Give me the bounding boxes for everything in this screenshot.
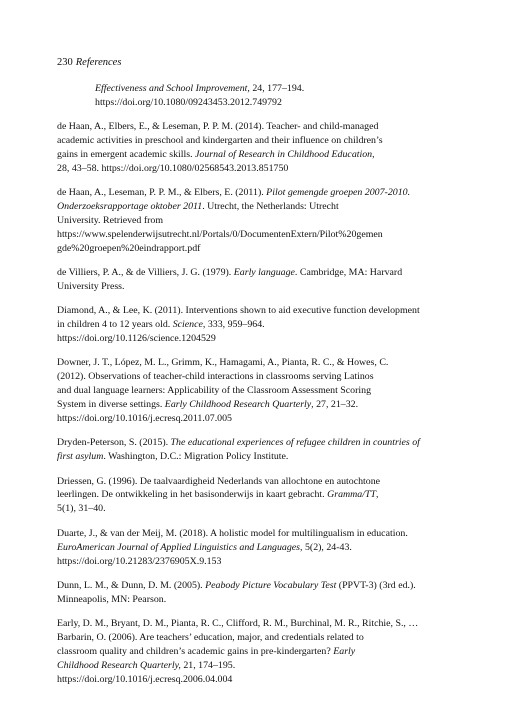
reference-entry [57, 82, 457, 110]
reference-line [57, 488, 457, 502]
italic-text: Journal of Research in Childhood Education [195, 149, 373, 161]
reference-entry [57, 579, 457, 607]
reference-text: Early, D. M., Bryant, D. M., Pianta, R. C., Clifford, R. M., Burchinal, M. R., Ritchie, S., … [57, 618, 419, 629]
reference-entry [57, 475, 457, 517]
reference-line [57, 228, 457, 242]
reference-text: and dual language learners: Applicability of the Classroom Assessment Scoring [57, 385, 372, 397]
section-title: References [75, 57, 122, 68]
reference-text: 5(1), 31–40. [57, 503, 106, 515]
reference-text: https://www.spelenderwijsutrecht.nl/Portals/0/DocumentenExtern/Pilot%20gemen [57, 228, 383, 240]
reference-line [57, 214, 457, 228]
reference-text: , 5(2), 24-43. [300, 541, 352, 553]
reference-line [57, 162, 457, 176]
reference-text: https://doi.org/10.1016/j.ecresq.2011.07.005 [57, 413, 232, 425]
reference-text: , 24, 177–194. [247, 83, 305, 94]
reference-text: , 27, 21–32. [311, 399, 359, 411]
italic-text: Early language [233, 267, 295, 279]
reference-entry [57, 266, 457, 294]
reference-line [57, 475, 457, 489]
reference-line [57, 384, 457, 398]
reference-line [57, 398, 457, 412]
reference-line [95, 96, 457, 110]
reference-line [57, 412, 457, 426]
reference-line [57, 280, 457, 294]
reference-line [57, 186, 457, 200]
reference-text: leerlingen. De ontwikkeling in het basisonderwijs in kaart gebracht. [57, 489, 328, 501]
reference-text: University. Retrieved from [57, 215, 164, 227]
reference-text: Dunn, L. M., & Dunn, D. M. (2005). [57, 579, 206, 591]
reference-line [57, 579, 457, 593]
reference-line [57, 450, 457, 464]
reference-line [57, 527, 457, 541]
reference-line [57, 659, 457, 673]
reference-line [57, 148, 457, 162]
reference-text: https://doi.org/10.1016/j.ecresq.2006.04.004 [57, 673, 233, 685]
reference-text: (PPVT-3) (3rd ed.). [336, 579, 416, 591]
reference-entry [57, 436, 457, 464]
reference-line [57, 593, 457, 607]
italic-text: first asylum [57, 451, 104, 463]
reference-line [57, 242, 457, 256]
running-header [57, 56, 121, 69]
reference-text: https://doi.org/10.1126/science.1204529 [57, 333, 216, 345]
reference-text: de Haan, A., Elbers, E., & Leseman, P. P. M. (2014). Teacher- and child-managed [57, 121, 379, 133]
reference-entry [57, 304, 457, 346]
reference-text: 21, 174–195. [180, 659, 236, 671]
reference-text: . Cambridge, MA: Harvard [294, 267, 403, 279]
reference-text: https://doi.org/10.1080/09243453.2012.749792 [95, 96, 282, 108]
reference-text: . Washington, D.C.: Migration Policy Institute. [103, 451, 289, 463]
reference-entry [57, 120, 457, 176]
reference-line [57, 617, 457, 631]
italic-text: Childhood Research Quarterly, [57, 659, 181, 671]
reference-text: Duarte, J., & van der Meij, M. (2018). A holistic model for multilingualism in education. [57, 527, 408, 539]
reference-text: de Haan, A., Leseman, P. P. M., & Elbers, E. (2011). [57, 187, 267, 199]
italic-text: Early Childhood Research Quarterly [164, 399, 312, 411]
reference-line [57, 436, 457, 450]
reference-list [57, 82, 457, 697]
reference-text: 28, 43–58. https://doi.org/10.1080/02568543.2013.851750 [57, 162, 289, 174]
reference-text: gde%20groepen%20eindrapport.pdf [57, 242, 201, 254]
italic-text: The educational experiences of refugee children in countries of [170, 437, 420, 449]
reference-text: de Villiers, P. A., & de Villiers, J. G. (1979). [57, 267, 234, 279]
italic-text: EuroAmerican Journal of Applied Linguistics and Languages [57, 541, 301, 553]
reference-line [57, 120, 457, 134]
reference-line [57, 318, 457, 332]
reference-text: academic activities in preschool and kindergarten and their influence on children’s [57, 135, 383, 147]
italic-text: Early [333, 645, 356, 657]
reference-text: Downer, J. T., López, M. L., Grimm, K., Hamagami, A., Pianta, R. C., & Howes, C. [57, 357, 389, 369]
reference-line [57, 304, 457, 318]
italic-text: Pilot gemengde groepen 2007-2010. [266, 187, 411, 199]
reference-line [57, 370, 457, 384]
reference-line [95, 82, 457, 96]
reference-line [57, 541, 457, 555]
reference-entry [57, 356, 457, 426]
reference-line [57, 134, 457, 148]
reference-line [57, 266, 457, 280]
reference-line [57, 502, 457, 516]
reference-text: (2012). Observations of teacher-child interactions in classrooms serving Latinos [57, 371, 374, 383]
reference-line [57, 356, 457, 370]
italic-text: Gramma/TT [327, 489, 376, 501]
reference-line [57, 332, 457, 346]
reference-text: , [372, 149, 375, 161]
italic-text: Science [172, 319, 203, 331]
italic-text: Peabody Picture Vocabulary Test [205, 579, 337, 591]
reference-text: in children 4 to 12 years old. [57, 319, 173, 331]
reference-line [57, 555, 457, 569]
reference-text: System in diverse settings. [57, 399, 165, 411]
italic-text: Onderzoeksrapportage oktober 2011 [57, 201, 203, 213]
reference-text: https://doi.org/10.21283/2376905X.9.153 [57, 555, 222, 567]
reference-entry [57, 186, 457, 256]
reference-entry [57, 617, 457, 687]
reference-line [57, 631, 457, 645]
reference-entry [57, 527, 457, 569]
reference-line [57, 200, 457, 214]
reference-text: Diamond, A., & Lee, K. (2011). Interventions shown to aid executive function development [57, 305, 420, 317]
reference-text: , 333, 959–964. [202, 319, 265, 331]
reference-text: University Press. [57, 281, 125, 293]
reference-text: . Utrecht, the Netherlands: Utrecht [202, 201, 339, 213]
reference-text: classroom quality and children’s academic gains in pre-kindergarten? [57, 645, 334, 657]
reference-text: Barbarin, O. (2006). Are teachers’ education, major, and credentials related to [57, 631, 364, 643]
reference-text: , [375, 489, 379, 501]
page-number: 230 [57, 57, 73, 68]
reference-line [57, 645, 457, 659]
reference-text: gains in emergent academic skills. [57, 149, 196, 161]
reference-text: Dryden-Peterson, S. (2015). [57, 437, 171, 449]
reference-text: Minneapolis, MN: Pearson. [57, 593, 167, 605]
reference-text: Driessen, G. (1996). De taalvaardigheid Nederlands van allochtone en autochtone [57, 475, 381, 487]
reference-line [57, 673, 457, 687]
italic-text: Effectiveness and School Improvement [95, 83, 248, 94]
